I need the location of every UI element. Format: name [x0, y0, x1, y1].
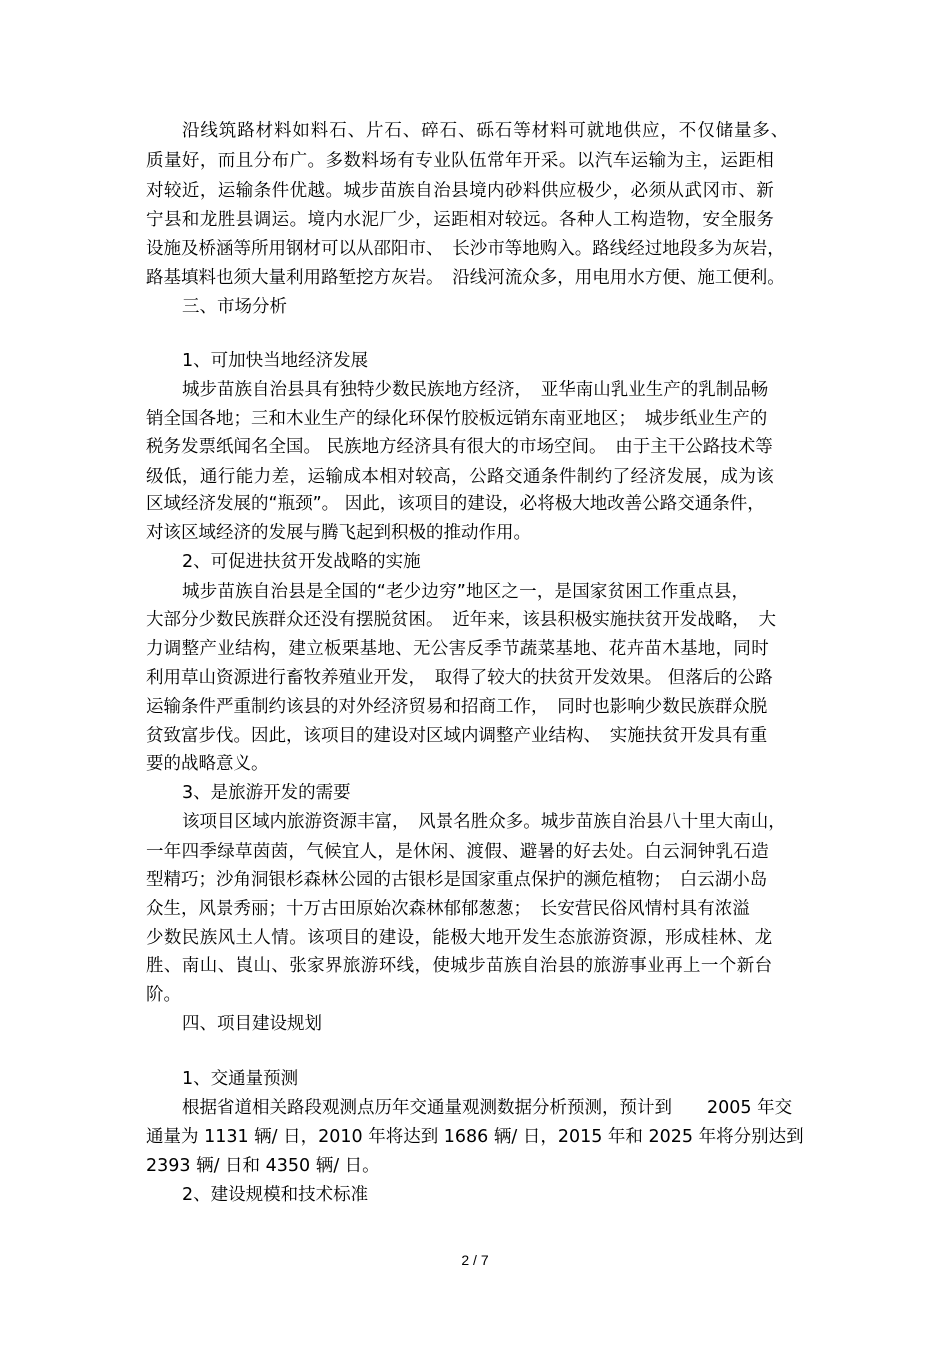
- paragraph-line: 该项目区域内旅游资源丰富， 风景名胜众多。城步苗族自治县八十里大南山，: [182, 812, 786, 832]
- paragraph-line: 设施及桥涵等所用钢材可以从邵阳市、 长沙市等地购入。路线经过地段多为灰岩，: [146, 239, 785, 259]
- paragraph-line: 胜、南山、崀山、张家界旅游环线，使城步苗族自治县的旅游事业再上一个新台: [146, 956, 773, 976]
- paragraph-line: 税务发票纸闻名全国。 民族地方经济具有很大的市场空间。 由于主干公路技术等: [146, 437, 773, 457]
- paragraph-line: 少数民族风土人情。该项目的建设，能极大地开发生态旅游资源，形成桂林、龙: [146, 928, 773, 948]
- subsection-heading: 1、可加快当地经济发展: [182, 351, 369, 371]
- paragraph-line: 型精巧；沙角洞银杉森林公园的古银杉是国家重点保护的濒危植物； 白云湖小岛: [146, 870, 768, 890]
- paragraph-line: 根据省道相关路段观测点历年交通量观测数据分析预测，预计到 2005 年交: [182, 1098, 793, 1118]
- paragraph-line: 一年四季绿草茵茵，气候宜人，是休闲、渡假、避暑的好去处。白云洞钟乳石造: [146, 842, 769, 862]
- paragraph-line: 众生，风景秀丽；十万古田原始次森林郁郁葱葱； 长安营民俗风情村具有浓溢: [146, 899, 750, 919]
- paragraph-line: 利用草山资源进行畜牧养殖业开发， 取得了较大的扶贫开发效果。 但落后的公路: [146, 668, 773, 688]
- paragraph-line: 要的战略意义。: [146, 754, 269, 774]
- paragraph-line: 对较近，运输条件优越。城步苗族自治县境内砂料供应极少，必须从武冈市、新: [146, 181, 775, 201]
- paragraph-line: 沿线筑路材料如料石、片石、碎石、砾石等材料可就地供应，不仅储量多、: [182, 121, 790, 141]
- paragraph-line: 2393 辆/ 日和 4350 辆/ 日。: [146, 1156, 380, 1176]
- paragraph-line: 大部分少数民族群众还没有摆脱贫困。 近年来，该县积极实施扶贫开发战略， 大: [146, 610, 776, 630]
- paragraph-line: 通量为 1131 辆/ 日，2010 年将达到 1686 辆/ 日，2015 年和 2025 年将分别达到: [146, 1127, 804, 1147]
- subsection-heading: 3、是旅游开发的需要: [182, 783, 351, 803]
- subsection-heading: 2、可促进扶贫开发战略的实施: [182, 552, 421, 572]
- paragraph-line: 销全国各地；三和木业生产的绿化环保竹胶板远销东南亚地区； 城步纸业生产的: [146, 409, 768, 429]
- paragraph-line: 路基填料也须大量利用路堑挖方灰岩。 沿线河流众多，用电用水方便、施工便利。: [146, 268, 785, 288]
- paragraph-line: 宁县和龙胜县调运。境内水泥厂少，运距相对较远。各种人工构造物，安全服务: [146, 210, 775, 230]
- paragraph-line: 区域经济发展的“瓶颈”。 因此，该项目的建设，必将极大地改善公路交通条件，: [146, 494, 765, 514]
- paragraph-line: 级低，通行能力差，运输成本相对较高，公路交通条件制约了经济发展，成为该: [146, 467, 775, 487]
- paragraph-line: 运输条件严重制约该县的对外经济贸易和招商工作， 同时也影响少数民族群众脱: [146, 697, 768, 717]
- page-number: 2 / 7: [461, 1252, 489, 1268]
- paragraph-line: 贫致富步伐。因此，该项目的建设对区域内调整产业结构、 实施扶贫开发具有重: [146, 726, 768, 746]
- paragraph-line: 质量好，而且分布广。多数料场有专业队伍常年开采。以汽车运输为主，运距相: [146, 151, 775, 171]
- paragraph-line: 力调整产业结构，建立板栗基地、无公害反季节蔬菜基地、花卉苗木基地，同时: [146, 639, 769, 659]
- paragraph-line: 阶。: [146, 985, 181, 1005]
- section-heading: 四、项目建设规划: [182, 1014, 322, 1034]
- subsection-heading: 1、交通量预测: [182, 1069, 299, 1089]
- paragraph-line: 城步苗族自治县具有独特少数民族地方经济， 亚华南山乳业生产的乳制品畅: [182, 380, 769, 400]
- subsection-heading: 2、建设规模和技术标准: [182, 1185, 369, 1205]
- section-heading: 三、市场分析: [182, 297, 287, 317]
- paragraph-line: 对该区域经济的发展与腾飞起到积极的推动作用。: [146, 523, 531, 543]
- paragraph-line: 城步苗族自治县是全国的“老少边穷”地区之一，是国家贫困工作重点县，: [182, 582, 750, 602]
